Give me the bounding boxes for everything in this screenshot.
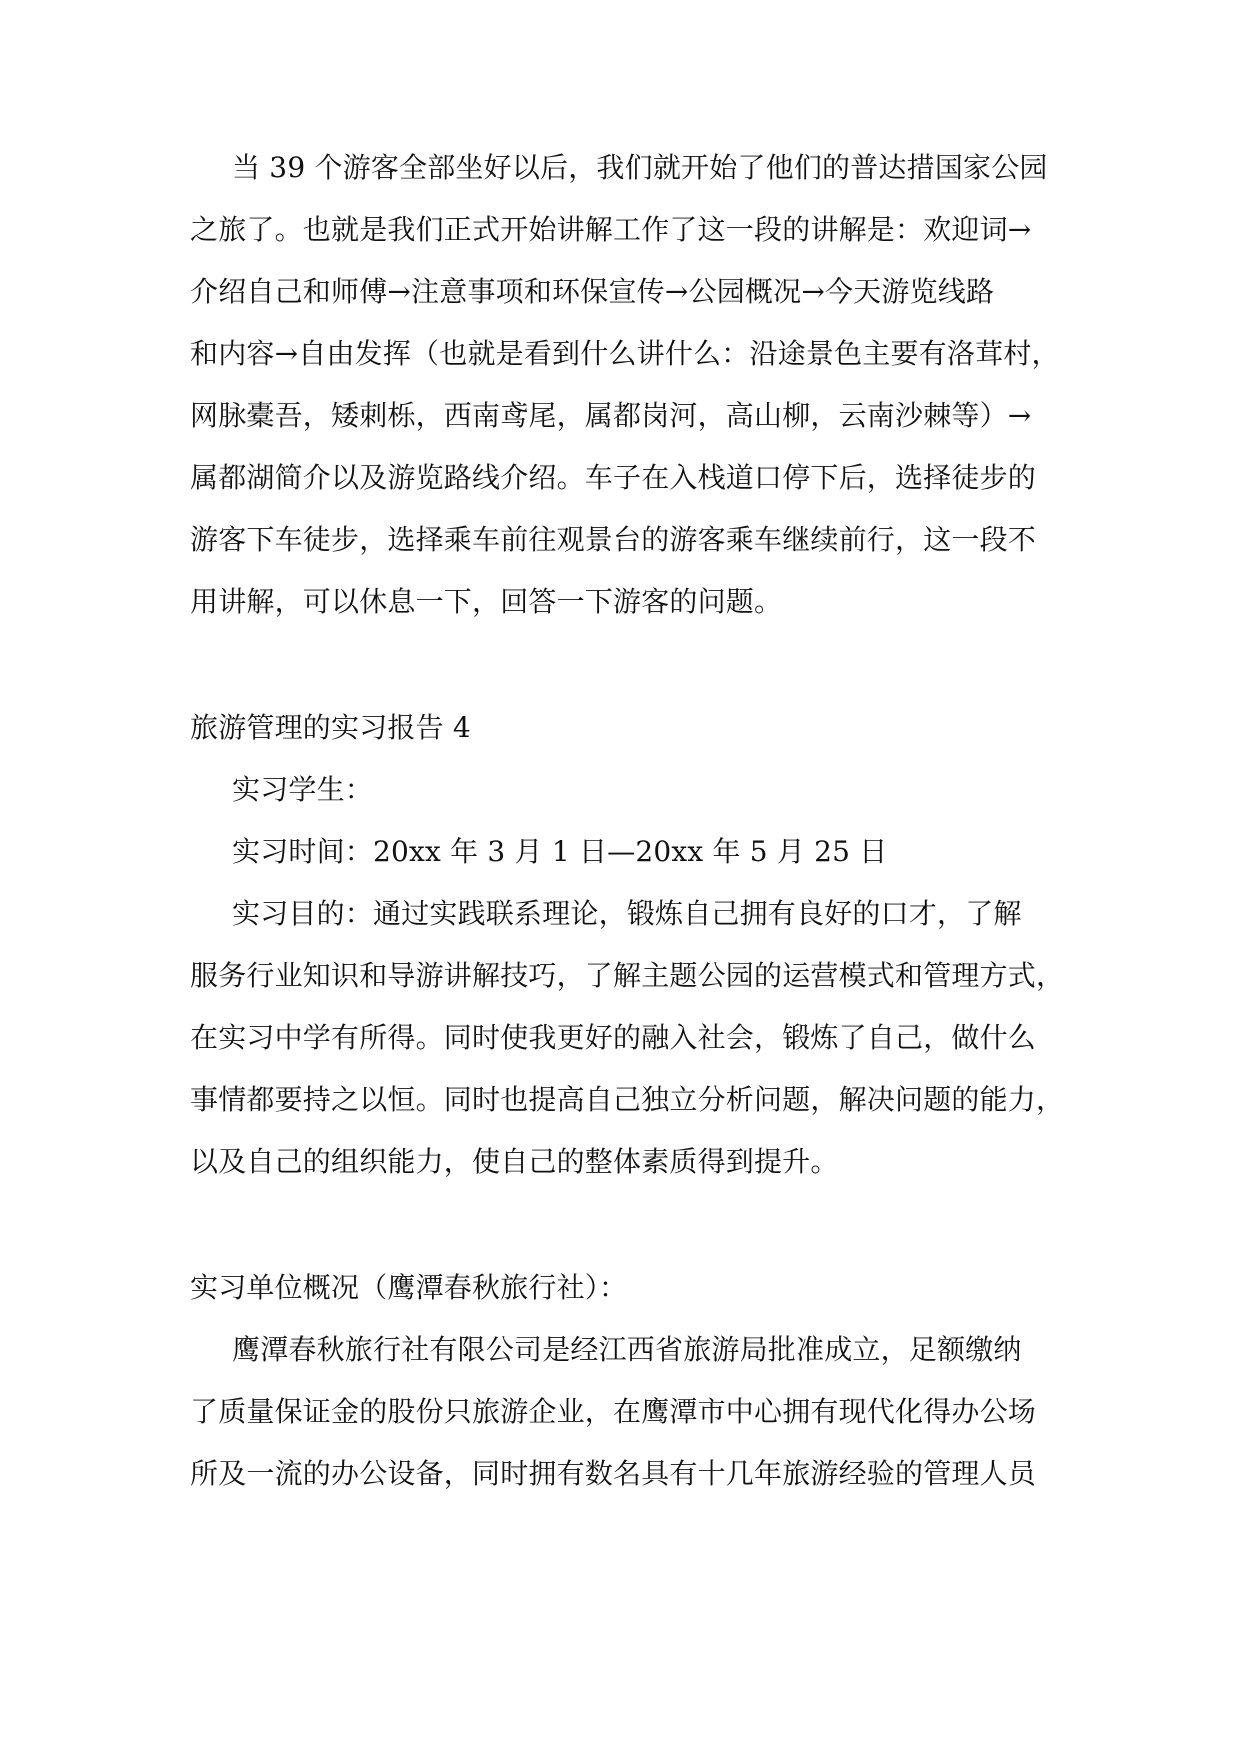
unit-intro-line-1: 鹰潭春秋旅行社有限公司是经江西省旅游局批准成立，足额缴纳 xyxy=(232,1333,1022,1366)
purpose-line-3: 在实习中学有所得。同时使我更好的融入社会，锻炼了自己，做什么 xyxy=(190,1021,1037,1054)
unit-heading: 实习单位概况（鹰潭春秋旅行社）： xyxy=(190,1271,628,1304)
intern-student: 实习学生： xyxy=(232,773,374,806)
intern-time: 实习时间：20xx 年 3 月 1 日—20xx 年 5 月 25 日 xyxy=(232,835,888,868)
paragraph-1-line-4: 和内容→自由发挥（也就是看到什么讲什么：沿途景色主要有洛茸村， xyxy=(190,337,1060,370)
unit-intro-line-2: 了质量保证金的股份只旅游企业，在鹰潭市中心拥有现代化得办公场 xyxy=(190,1395,1037,1428)
purpose-line-1: 实习目的：通过实践联系理论，锻炼自己拥有良好的口才，了解 xyxy=(232,897,1022,930)
paragraph-1-line-7: 游客下车徒步，选择乘车前往观景台的游客乘车继续前行，这一段不 xyxy=(190,523,1037,556)
purpose-line-5: 以及自己的组织能力，使自己的整体素质得到提升。 xyxy=(190,1145,839,1178)
paragraph-1-line-5: 网脉橐吾，矮刺栎，西南鸢尾，属都岗河，高山柳，云南沙棘等）→ xyxy=(190,399,1032,432)
paragraph-1-line-1: 当 39 个游客全部坐好以后，我们就开始了他们的普达措国家公园 xyxy=(232,151,1048,184)
unit-intro-line-3: 所及一流的办公设备，同时拥有数名具有十几年旅游经验的管理人员 xyxy=(190,1457,1037,1490)
purpose-line-4: 事情都要持之以恒。同时也提高自己独立分析问题，解决问题的能力， xyxy=(190,1083,1065,1116)
paragraph-1-line-3: 介绍自己和师傅→注意事项和环保宣传→公园概况→今天游览线路 xyxy=(190,275,995,308)
paragraph-1-line-2: 之旅了。也就是我们正式开始讲解工作了这一段的讲解是：欢迎词→ xyxy=(190,213,1032,246)
paragraph-1-line-6: 属都湖简介以及游览路线介绍。车子在入栈道口停下后，选择徒步的 xyxy=(190,461,1037,494)
section-heading: 旅游管理的实习报告 4 xyxy=(190,711,471,744)
purpose-line-2: 服务行业知识和导游讲解技巧，了解主题公园的运营模式和管理方式， xyxy=(190,959,1065,992)
paragraph-1-line-8: 用讲解，可以休息一下，回答一下游客的问题。 xyxy=(190,585,783,618)
